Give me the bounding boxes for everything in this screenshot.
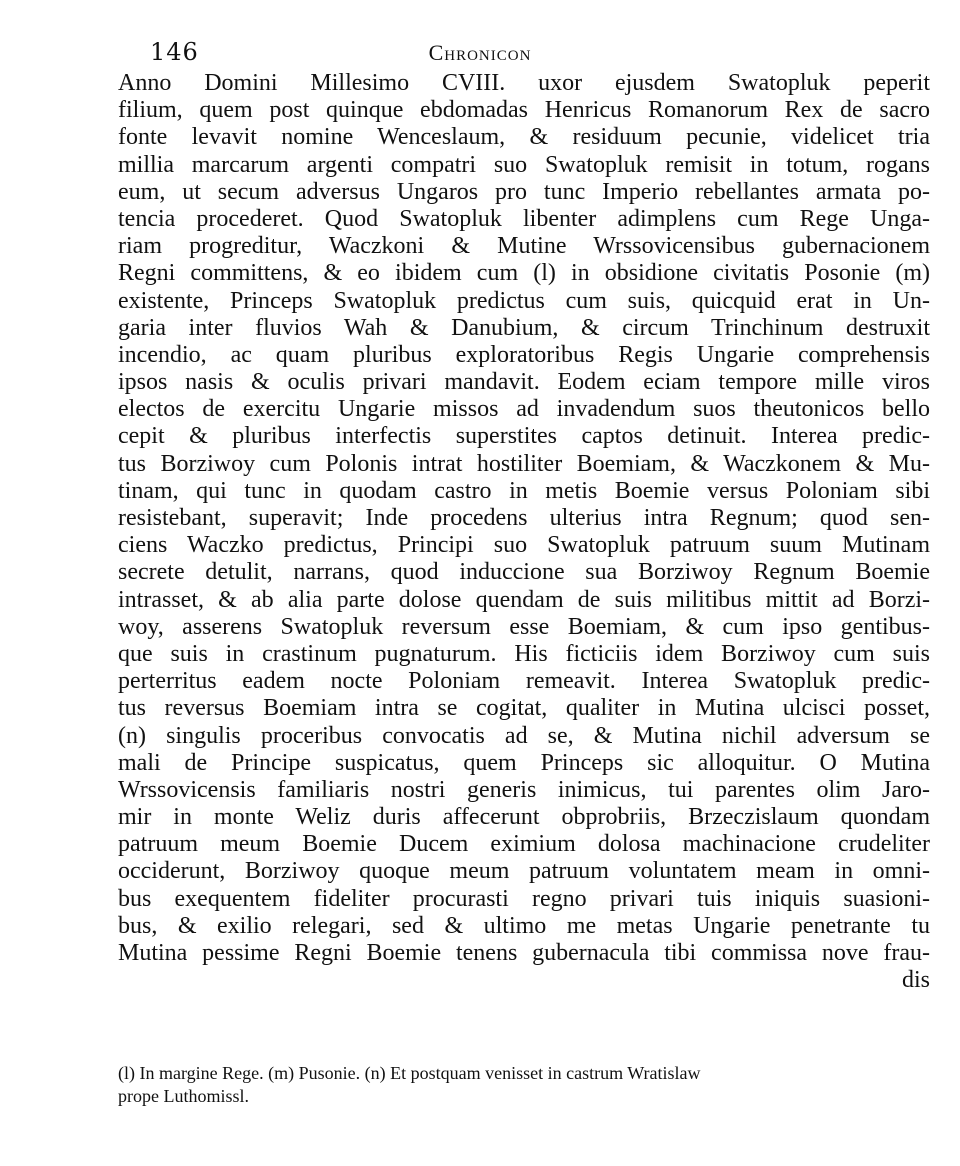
page-number: 146	[150, 38, 199, 66]
text-line: tencia procederet. Quod Swatopluk libenter adimplens cum Rege Unga-	[118, 205, 930, 232]
footnote-line: (l) In margine Rege. (m) Pusonie. (n) Et postquam venisset in castrum Wratislaw	[118, 1063, 701, 1083]
text-line: tus reversus Boemiam intra se cogitat, qualiter in Mutina ulcisci posset,	[118, 695, 930, 722]
text-line: woy, asserens Swatopluk reversum esse Boemiam, & cum ipso gentibus-	[118, 613, 930, 640]
text-line: eum, ut secum adversus Ungaros pro tunc Imperio rebellantes armata po-	[118, 178, 930, 205]
running-title: Chronicon	[428, 40, 532, 65]
text-line: bus exequentem fideliter procurasti regno privari tuis iniquis suasioni-	[118, 885, 930, 912]
text-line: resistebant, superavit; Inde procedens ulterius intra Regnum; quod sen-	[118, 505, 930, 531]
text-line: fonte levavit nomine Wenceslaum, & residuum pecunie, videlicet tria	[118, 124, 930, 151]
text-line: tus Borziwoy cum Polonis intrat hostiliter Boemiam, & Waczkonem & Mu-	[118, 450, 930, 477]
text-line: incendio, ac quam pluribus exploratoribus Regis Ungarie comprehensis	[118, 341, 930, 368]
text-line: millia marcarum argenti compatri suo Swatopluk remisit in totum, rogans	[118, 151, 930, 178]
main-text	[118, 70, 930, 994]
footnote-line: prope Luthomissl.	[118, 1086, 249, 1106]
text-line: electos de exercitu Ungarie missos ad invadendum suos theutonicos bello	[118, 396, 930, 423]
text-line: dis	[901, 967, 930, 994]
text-line: filium, quem post quinque ebdomadas Henricus Romanorum Rex de sacro	[118, 97, 930, 124]
text-line: mali de Principe suspicatus, quem Princeps sic alloquitur. O Mutina	[118, 749, 930, 776]
text-line: Regni committens, & eo ibidem cum (l) in obsidione civitatis Posonie (m)	[118, 260, 930, 287]
text-line: ipsos nasis & oculis privari mandavit. Eodem eciam tempore mille viros	[118, 369, 930, 396]
text-line: occiderunt, Borziwoy quoque meum patruum voluntatem meam in omni-	[118, 858, 930, 885]
text-line: garia inter fluvios Wah & Danubium, & circum Trinchinum destruxit	[118, 314, 930, 341]
text-line: cepit & pluribus interfectis superstites captos detinuit. Interea predic-	[118, 423, 930, 450]
text-line: perterritus eadem nocte Poloniam remeavit. Interea Swatopluk predic-	[118, 668, 930, 695]
text-line: patruum meum Boemie Ducem eximium dolosa machinacione crudeliter	[118, 831, 930, 858]
text-line: intrasset, & ab alia parte dolose quendam de suis militibus mittit ad Borzi-	[118, 586, 930, 613]
text-line: mir in monte Weliz duris affecerunt obprobriis, Brzeczislaum quondam	[118, 804, 930, 831]
text-line: que suis in crastinum pugnaturum. His ficticiis idem Borziwoy cum suis	[118, 640, 930, 667]
text-line: Anno Domini Millesimo CVIII. uxor ejusdem Swatopluk peperit	[118, 70, 930, 96]
text-line: ciens Waczko predictus, Principi suo Swatopluk patruum suum Mutinam	[118, 532, 930, 559]
text-line: secrete detulit, narrans, quod induccione sua Borziwoy Regnum Boemie	[118, 559, 930, 586]
text-line: riam progreditur, Waczkoni & Mutine Wrssovicensibus gubernacionem	[118, 233, 930, 260]
text-line: Mutina pessime Regni Boemie tenens gubernacula tibi commissa nove frau-	[118, 940, 930, 966]
footnotes	[118, 1062, 930, 1108]
text-line: bus, & exilio relegari, sed & ultimo me metas Ungarie penetrante tu	[118, 912, 930, 939]
text-line: Wrssovicensis familiaris nostri generis inimicus, tui parentes olim Jaro-	[118, 776, 930, 803]
text-line: tinam, qui tunc in quodam castro in metis Boemie versus Poloniam sibi	[118, 477, 930, 504]
text-line: (n) singulis proceribus convocatis ad se, & Mutina nichil adversum se	[118, 722, 930, 749]
text-line: existente, Princeps Swatopluk predictus cum suis, quicquid erat in Un-	[118, 287, 930, 314]
